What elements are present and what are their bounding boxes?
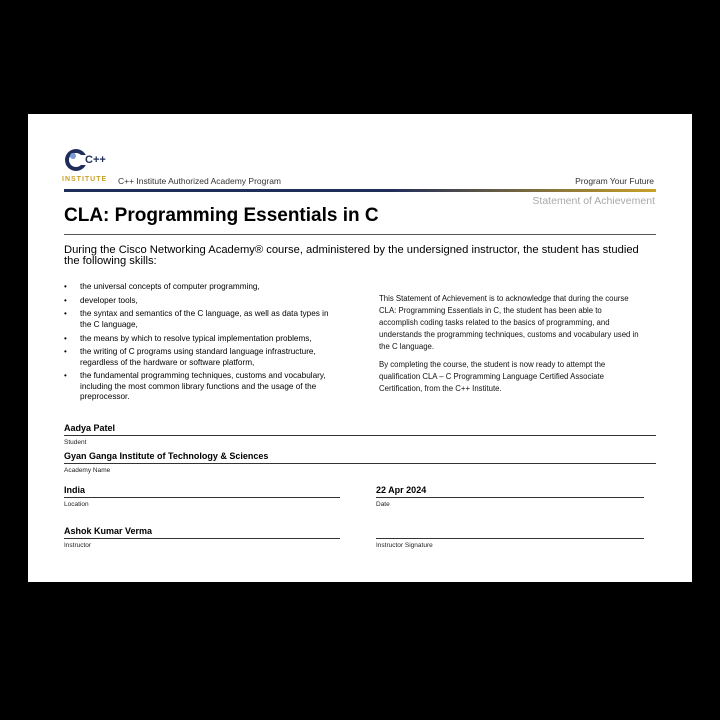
tagline: Program Your Future	[575, 176, 654, 186]
logo-mark-text: C++	[85, 154, 106, 166]
statement-paragraph: By completing the course, the student is now ready to attempt the qualification CLA – C Programming Language Certified Associate Certification, from the C++ Institute.	[379, 360, 606, 393]
field-rule	[64, 497, 340, 498]
program-name: C++ Institute Authorized Academy Program	[118, 176, 282, 186]
date-label: Date	[376, 501, 390, 508]
instructor-field	[64, 526, 340, 549]
location-value: India	[64, 485, 86, 495]
title-rule	[64, 234, 656, 235]
field-rule	[64, 463, 656, 464]
skill-item: • the universal concepts of computer programming,	[64, 282, 334, 293]
academy-name: Gyan Ganga Institute of Technology & Sciences	[64, 451, 269, 461]
skill-item: • the syntax and semantics of the C language, as well as data types in the C language,	[64, 309, 334, 330]
field-rule	[64, 435, 656, 436]
academy-label: Academy Name	[64, 467, 111, 474]
achievement-statement	[379, 293, 641, 395]
statement-label: Statement of Achievement	[532, 195, 655, 207]
header-rule	[64, 189, 656, 192]
instructor-label: Instructor	[64, 542, 92, 549]
skill-item: • the writing of C programs using standard language infrastructure, regardless of the hardware or software platform,	[64, 347, 334, 368]
instructor-name: Ashok Kumar Verma	[64, 526, 153, 536]
skill-item: • the means by which to resolve typical implementation problems,	[64, 334, 334, 345]
location-field	[64, 485, 340, 508]
date-field	[376, 485, 644, 508]
student-name: Aadya Patel	[64, 423, 116, 433]
skill-item: • developer tools,	[64, 296, 334, 307]
field-rule	[64, 538, 340, 539]
logo-wordmark: INSTITUTE	[62, 176, 108, 183]
student-field	[64, 423, 656, 446]
date-value: 22 Apr 2024	[376, 485, 427, 495]
academy-field	[64, 451, 656, 474]
skill-item: • the fundamental programming techniques, customs and vocabulary, including the most common library functions and the usage of the preprocessor.	[64, 371, 334, 403]
certificate-sheet	[28, 114, 692, 582]
signature-value	[376, 526, 644, 537]
statement-paragraph: This Statement of Achievement is to acknowledge that during the course CLA: Programming Essentials in C, the student has been able to accomplish coding tasks related to the basics of programming, and understands the programming techniques, customs and vocabulary used in the C language.	[379, 294, 639, 351]
signature-field	[376, 526, 644, 549]
location-label: Location	[64, 501, 89, 508]
intro-text: During the Cisco Networking Academy® course, administered by the undersigned instructor, the student has studied the following skills:	[64, 244, 639, 267]
skills-list	[64, 282, 334, 406]
student-label: Student	[64, 439, 87, 446]
field-rule	[376, 497, 644, 498]
signature-label: Instructor Signature	[376, 542, 433, 549]
field-rule	[376, 538, 644, 539]
course-title: CLA: Programming Essentials in C	[64, 205, 379, 226]
